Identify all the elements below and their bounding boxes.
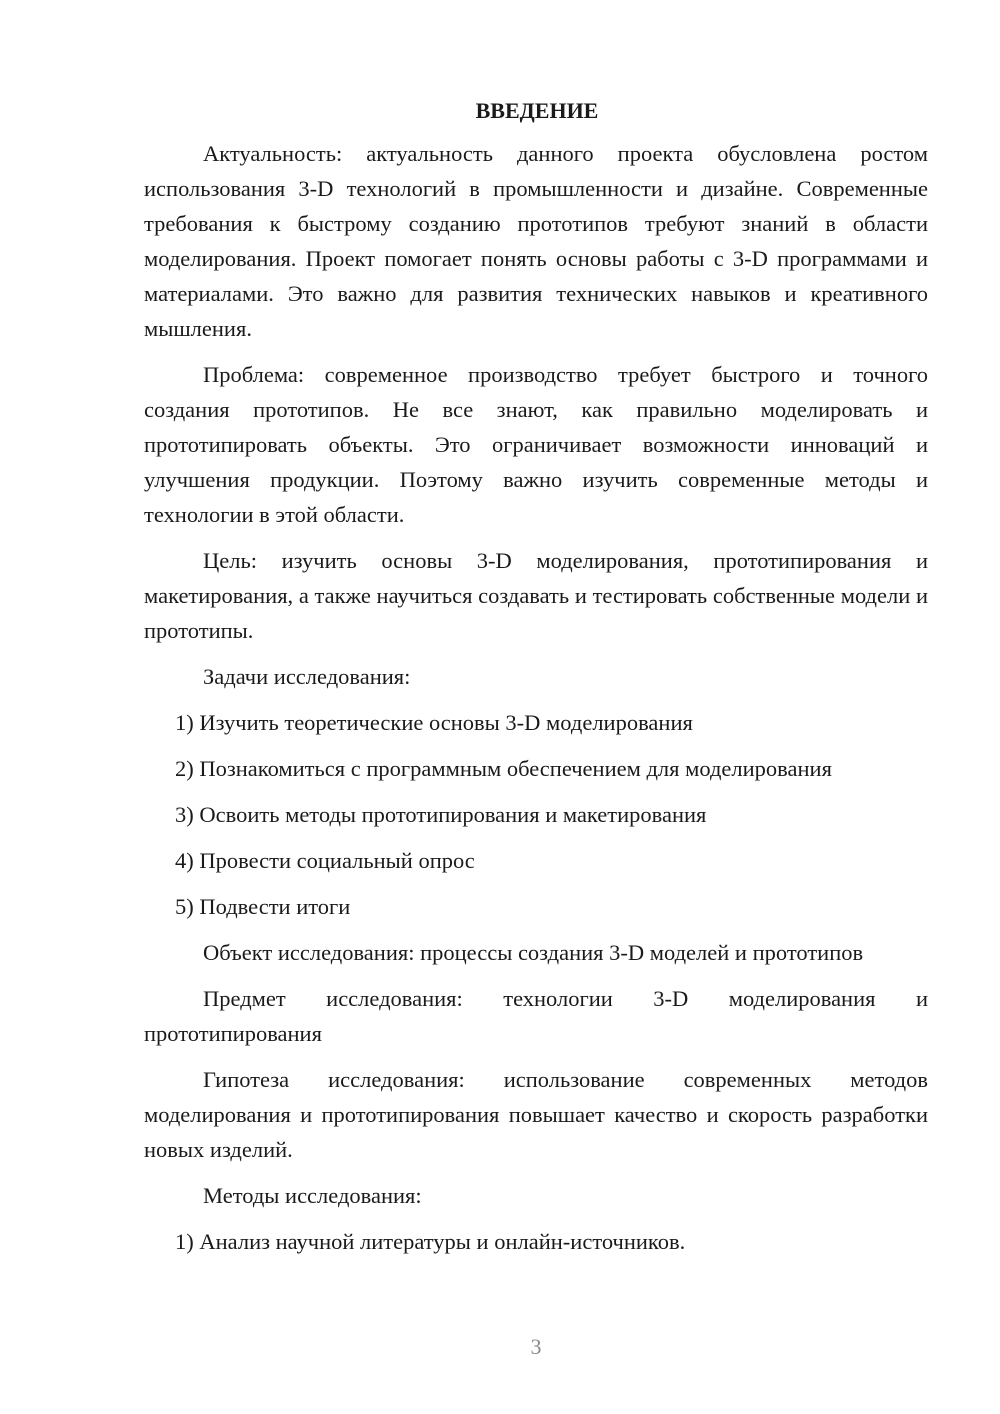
tasks-list bbox=[144, 705, 928, 924]
tasks-title: Задачи исследования: bbox=[203, 664, 411, 689]
list-item: 1) Изучить теоретические основы 3-D моделирования bbox=[175, 710, 693, 735]
list-item: 5) Подвести итоги bbox=[175, 894, 351, 919]
list-item: 4) Провести социальный опрос bbox=[175, 848, 475, 873]
methods-title: Методы исследования: bbox=[203, 1183, 422, 1208]
text-column bbox=[144, 96, 928, 1270]
page-number: 3 bbox=[530, 1334, 542, 1359]
list-item: 1) Анализ научной литературы и онлайн-источников. bbox=[175, 1229, 686, 1254]
object-paragraph: Объект исследования: процессы создания 3-D моделей и прототипов bbox=[203, 940, 864, 965]
goal-paragraph: Цель: изучить основы 3-D моделирования, прототипирования и макетирования, а также научиться создавать и тестировать собственные модели и прототипы. bbox=[144, 548, 928, 643]
list-item: 3) Освоить методы прототипирования и макетирования bbox=[175, 802, 707, 827]
problem-paragraph: Проблема: современное производство требует быстрого и точного создания прототипов. Не все знают, как правильно моделировать и прототипировать объекты. Это ограничивает возможности инноваций и улучшения продукции. Поэтому важно изучить современные методы и технологии в этой области. bbox=[144, 362, 928, 527]
page-title: ВВЕДЕНИЕ bbox=[475, 98, 599, 123]
list-item: 2) Познакомиться с программным обеспечением для моделирования bbox=[175, 756, 832, 781]
methods-list bbox=[144, 1224, 928, 1259]
subject-paragraph: Предмет исследования: технологии 3-D моделирования и прототипирования bbox=[144, 986, 928, 1046]
relevance-paragraph: Актуальность: актуальность данного проекта обусловлена ростом использования 3-D технологий в промышленности и дизайне. Современные требования к быстрому созданию прототипов требуют знаний в области моделирования. Проект помогает понять основы работы с 3-D программами и материалами. Это важно для развития технических навыков и креативного мышления. bbox=[144, 141, 928, 341]
hypothesis-paragraph: Гипотеза исследования: использование современных методов моделирования и прототипирования повышает качество и скорость разработки новых изделий. bbox=[144, 1067, 928, 1162]
